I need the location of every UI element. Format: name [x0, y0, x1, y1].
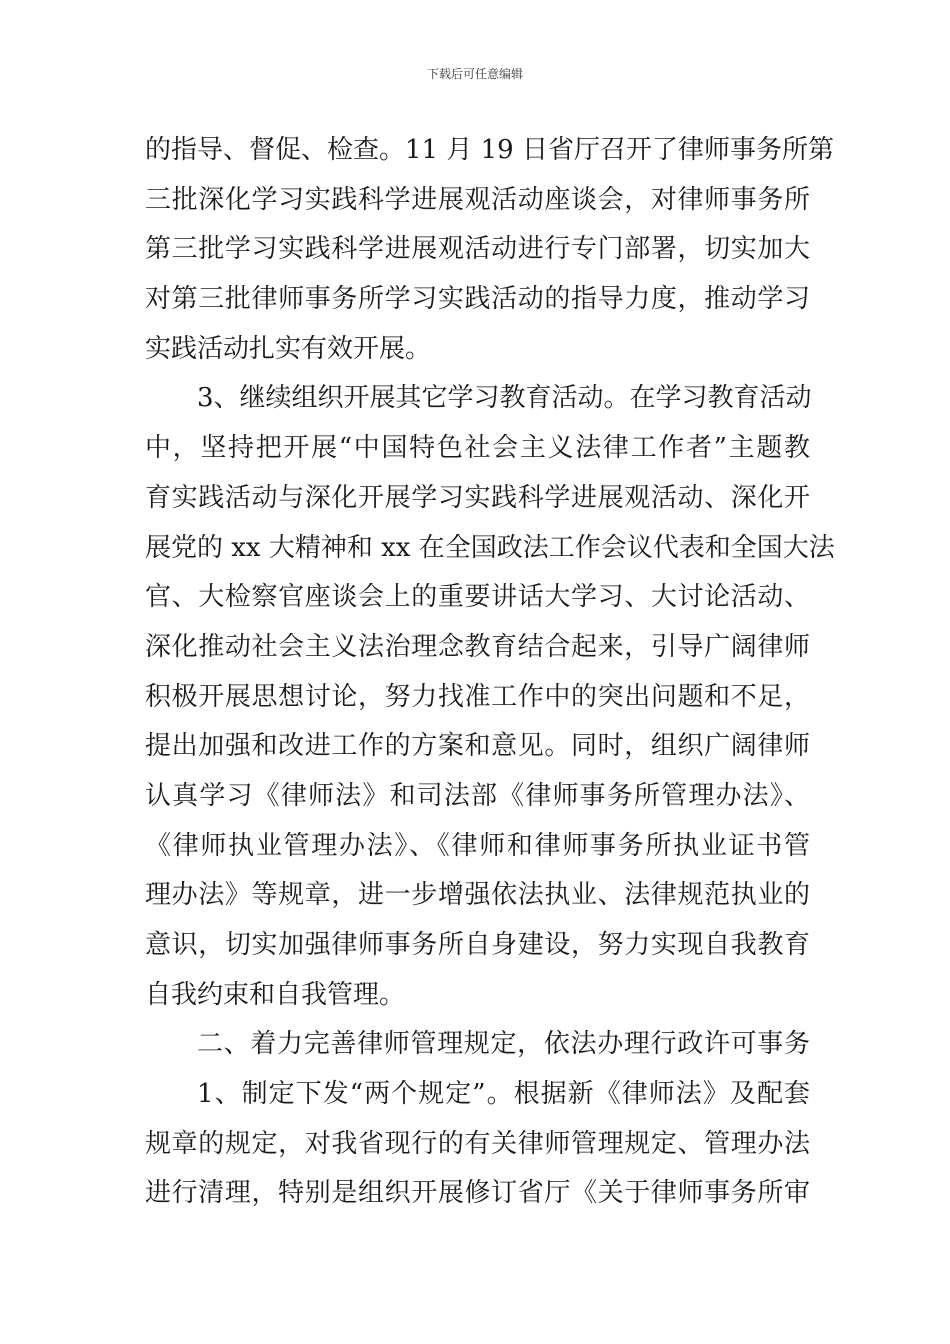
paragraph-3-line-9: 认真学习《律师法》和司法部《律师事务所管理办法》、 [145, 780, 810, 811]
paragraph-3-line-10: 《律师执业管理办法》、《律师和律师事务所执业证书管 [145, 830, 810, 861]
body-line-1: 的指导、督促、检查。11 月 19 日省厅召开了律师事务所第 [145, 135, 834, 165]
section-heading-2: 二、着力完善律师管理规定，依法办理行政许可事务 [197, 1029, 810, 1060]
paragraph-3-line-12: 意识，切实加强律师事务所自身建设，努力实现自我教育 [145, 930, 810, 960]
paragraph-2-1-line-1: 1、制定下发“两个规定”。根据新《律师法》及配套 [197, 1079, 810, 1110]
paragraph-3-line-7: 积极开展思想讨论，努力找准工作中的突出问题和不足， [145, 681, 810, 712]
body-line-2: 三批深化学习实践科学进展观活动座谈会，对律师事务所 [145, 184, 810, 215]
page-header: 下载后可任意编辑 [426, 67, 523, 81]
paragraph-3-line-3: 育实践活动与深化开展学习实践科学进展观活动、深化开 [145, 482, 810, 513]
paragraph-3-line-4: 展党的 xx 大精神和 xx 在全国政法工作会议代表和全国大法 [145, 532, 835, 563]
paragraph-2-1-line-2: 规章的规定，对我省现行的有关律师管理规定、管理办法 [145, 1128, 810, 1159]
paragraph-3-line-2: 中，坚持把开展“中国特色社会主义法律工作者”主题教 [145, 433, 810, 464]
paragraph-3-line-13: 自我约束和自我管理。 [145, 979, 406, 1010]
body-line-3: 第三批学习实践科学进展观活动进行专门部署，切实加大 [145, 234, 810, 265]
paragraph-3-line-11: 理办法》等规章，进一步增强依法执业、法律规范执业的 [145, 880, 810, 911]
body-line-4: 对第三批律师事务所学习实践活动的指导力度，推动学习 [145, 284, 810, 315]
paragraph-2-1-line-3: 进行清理，特别是组织开展修订省厅《关于律师事务所审 [145, 1178, 810, 1209]
paragraph-3-line-5: 官、大检察官座谈会上的重要讲话大学习、大讨论活动、 [145, 582, 810, 613]
paragraph-3-line-6: 深化推动社会主义法治理念教育结合起来，引导广阔律师 [145, 631, 810, 662]
paragraph-3-line-1: 3、继续组织开展其它学习教育活动。在学习教育活动 [197, 383, 812, 414]
document-body [145, 126, 835, 1219]
paragraph-3-line-8: 提出加强和改进工作的方案和意见。同时，组织广阔律师 [145, 731, 810, 762]
body-line-5: 实践活动扎实有效开展。 [145, 333, 432, 364]
